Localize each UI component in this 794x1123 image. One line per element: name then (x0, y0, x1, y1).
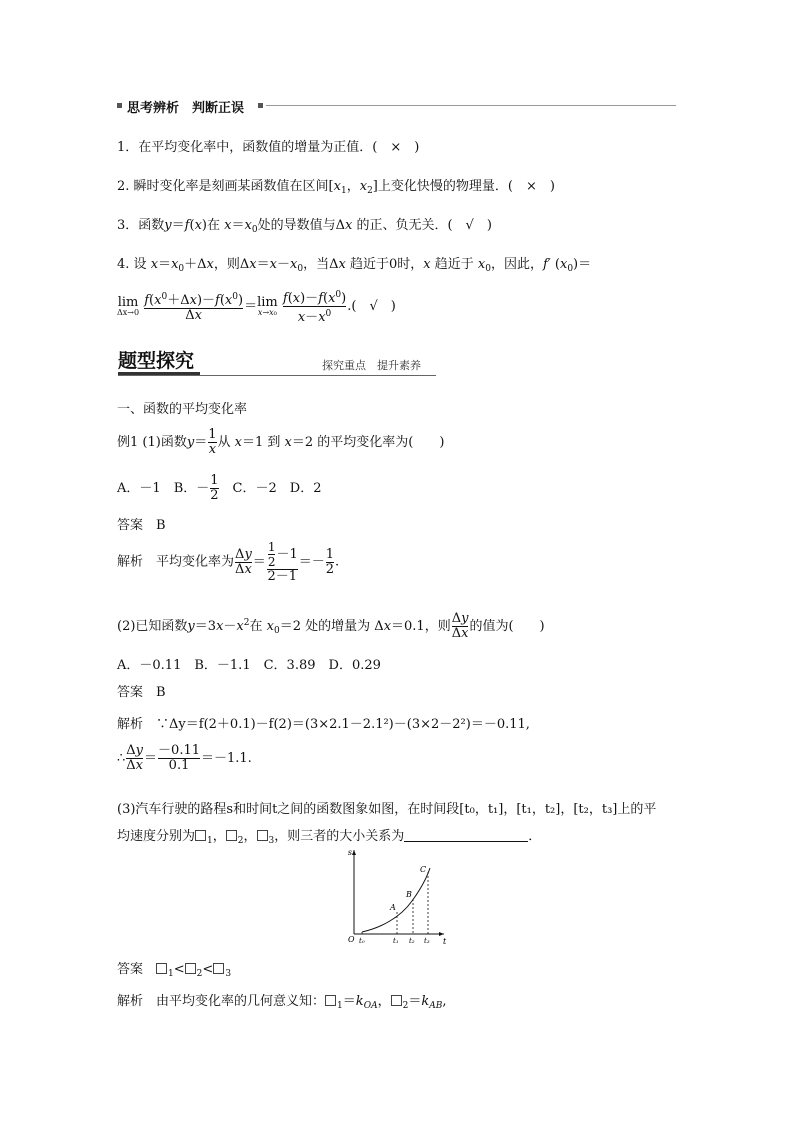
statement-close: ) (536, 179, 555, 194)
answer-label: 答案 (117, 685, 144, 700)
question-mid: 从 (217, 435, 231, 450)
point-b-label: B (406, 890, 412, 899)
answer-part-3: 答案 $_1$< $_2$< $_3$ (117, 962, 232, 979)
v-bar-symbol (391, 995, 402, 1006)
option-c: C．－2 (232, 481, 277, 496)
answer-label: 答案 (117, 962, 144, 977)
v-bar-symbol (226, 830, 237, 841)
option-b: B．－ (173, 481, 210, 496)
statement-text-f: ，因此， (490, 257, 543, 272)
origin-label: O (348, 935, 355, 944)
header-square-right (258, 103, 263, 108)
options-part-2 (117, 654, 381, 673)
statement-close: ) (473, 218, 492, 233)
option-a: A．－0.11 (117, 658, 182, 673)
k-ab-subscript: AB (429, 1001, 443, 1011)
answer-part-1 (117, 514, 166, 533)
v-bar-symbol (185, 963, 196, 974)
analysis-part-3: 解析 由平均变化率的几何意义知： $_1=k_{OA}$， $_2=k_{AB}$, (117, 994, 447, 1011)
therefore-symbol: ∴ (117, 751, 126, 766)
statement-1 (117, 136, 419, 155)
tick-t0: t₀ (359, 937, 365, 945)
option-d: D．2 (289, 481, 322, 496)
statement-text-d: 趋近于0时， (349, 257, 424, 272)
analysis-label: 解析 (117, 717, 144, 732)
question-end: ． (528, 829, 542, 844)
t-axis-label: t (443, 937, 447, 946)
statement-number: 4. (117, 257, 130, 272)
k-oa-subscript: OA (363, 1001, 378, 1011)
question-prefix: (1)函数 (142, 435, 187, 450)
statement-text-a: 设 (133, 257, 147, 272)
point-c-label: C (420, 865, 427, 874)
option-d: D．0.29 (328, 658, 381, 673)
statement-3: 3．函数y＝f(x)在 $x=x_0$处的导数值与Δx 的正、负无关．( √ ) (117, 218, 492, 235)
tick-t2: t₂ (409, 937, 415, 945)
distance-time-graph (340, 846, 450, 946)
statement-text-e: 趋近于 (434, 257, 474, 272)
question-prefix: (2)已知函数 (117, 619, 188, 634)
statement-mark: × (525, 179, 537, 194)
limit-fraction-2: $\frac{f(x)-f(x^0)}{x-x^0}$ (282, 290, 347, 325)
f-prime: f′ (542, 257, 551, 272)
answer-value: B (156, 518, 166, 533)
statement-text-a: 瞬时变化率是刻画某函数值在区间[ (133, 179, 334, 194)
tick-t3: t₃ (424, 937, 430, 945)
analysis-prefix: 平均变化率为 (156, 554, 235, 570)
example-label: 例1 (117, 435, 139, 450)
statement-2: 2. 瞬时变化率是刻画某函数值在区间[$x_1$，$x_2$]上变化快慢的物理量．( × ) (117, 179, 555, 196)
statement-text-b: 处的导数值与 (257, 218, 336, 233)
t-axis-arrow (439, 932, 444, 936)
option-c: C．3.89 (263, 658, 316, 673)
analysis-part-2-line-1 (117, 713, 530, 732)
example-1-part-3-line-2: 均速度分别为 $_1$， $_2$， $_3$，则三者的大小关系为 ． (117, 829, 542, 846)
statement-number: 1． (117, 140, 139, 155)
example-1-part-2: (2)已知函数$y=3x-x^2$在 $x_0=2$ 处的增量为 Δx＝0.1，则 $\frac{\Delta y}{\Delta x}$ 的值为( ) (117, 611, 545, 641)
statement-4-limit: lim Δx→0 $\frac{f(x^0+\Delta x)-f(x^0)}{\Delta x}$ ＝ lim x→x₀ $\frac{f(x)-f(x^0)}{x-x^0}$ .( √ ) (117, 290, 396, 325)
statement-4: 4. 设 $x=x_0+\Delta x$，则$\Delta x=x-x_0$，当Δx 趋近于0时，x 趋近于 $x_0$，因此，f′ $(x_0)=$ (117, 257, 592, 274)
analysis-part-2-line-2: ∴ $\frac{\Delta y}{\Delta x}$ ＝ $\frac{-0.11}{0.1}$ ＝－1.1. (117, 743, 252, 773)
statement-text-c: ，当 (303, 257, 330, 272)
analysis-result: ＝－1.1. (201, 751, 252, 766)
statement-mark: √ (369, 299, 378, 314)
statement-text: 在平均变化率中，函数值的增量为正值．( (138, 140, 391, 155)
s-axis-label: s (347, 848, 352, 857)
point-a-label: A (390, 903, 396, 912)
statement-number: 2. (117, 179, 130, 194)
header-title: 思考辨析 判断正误 (127, 101, 245, 116)
v-bar-symbol (195, 830, 206, 841)
tick-t1: t₁ (393, 937, 399, 945)
curve (362, 868, 430, 932)
header-square-left (117, 103, 122, 108)
statement-number: 3． (117, 218, 139, 233)
question-mid2: 处的增量为 (305, 619, 371, 634)
answer-part-2 (117, 681, 166, 700)
options-part-1: A．－1 B．－ $\frac{1}{2}$ C．－2 D．2 (117, 473, 322, 503)
question-prefix: 均速度分别为 (117, 829, 196, 844)
question-mid: 在 (249, 619, 263, 634)
section-title: 题型探究 (118, 350, 195, 372)
answer-value: B (156, 685, 166, 700)
s-axis-arrow (352, 850, 356, 855)
answer-label: 答案 (117, 518, 144, 533)
analysis-part-1: 解析 平均变化率为 $\frac{\Delta y}{\Delta x}$ ＝ $\frac{1}{2}$ －1 2－1 ＝－ $\frac{1}{2}$ . (117, 540, 340, 584)
v-bar-symbol (213, 963, 224, 974)
analysis-label: 解析 (117, 554, 144, 570)
question-suffix: ，则三者的大小关系为 (274, 829, 405, 844)
statement-mark: √ (465, 218, 474, 233)
v-bar-symbol (156, 963, 167, 974)
analysis-label: 解析 (117, 994, 144, 1009)
option-a: A．－1 (117, 481, 161, 496)
statement-text-b: ]上变化快慢的物理量．( (372, 179, 526, 194)
answer-blank (404, 829, 528, 842)
sub-heading: 一、函数的平均变化率 (117, 402, 248, 417)
v-bar-symbol (325, 995, 336, 1006)
question-mid3: ，则 (424, 619, 451, 634)
section-subtitle: 探究重点 提升素养 (322, 359, 421, 372)
option-b: B．－1.1 (194, 658, 251, 673)
limit-fraction-1: $\frac{f(x^0+\Delta x)-f(x^0)}{\Delta x}$ (144, 292, 244, 323)
statement-mark: × (390, 140, 402, 155)
section-rule (118, 375, 436, 376)
header-rule (266, 105, 676, 106)
example-1-part-3-line-1: (3)汽车行驶的路程s和时间t之间的函数图象如图，在时间段[t₀，t₁]，[t₁，t₂]，[t₂，t₃]上的平 (117, 802, 657, 817)
example-1-part-1: 例1 (1)函数y＝ $\frac{1}{x}$ 从 x＝1 到 x＝2 的平均变化率为( ) (117, 427, 445, 457)
analysis-prefix: 由平均变化率的几何意义知： (156, 994, 326, 1009)
analysis-line: ∵Δy＝f(2＋0.1)－f(2)＝(3×2.1－2.1²)－(3×2－2²)＝－0.11, (156, 717, 530, 732)
statement-text-c: 的正、负无关．( (356, 218, 466, 233)
statement-text-a: 函数 (138, 218, 165, 233)
statement-text-b: ，则 (213, 257, 240, 272)
statement-close: ) (401, 140, 420, 155)
question-end: 的值为( ) (469, 619, 545, 634)
question-end: 的平均变化率为( ) (317, 435, 445, 450)
v-bar-symbol (257, 830, 268, 841)
